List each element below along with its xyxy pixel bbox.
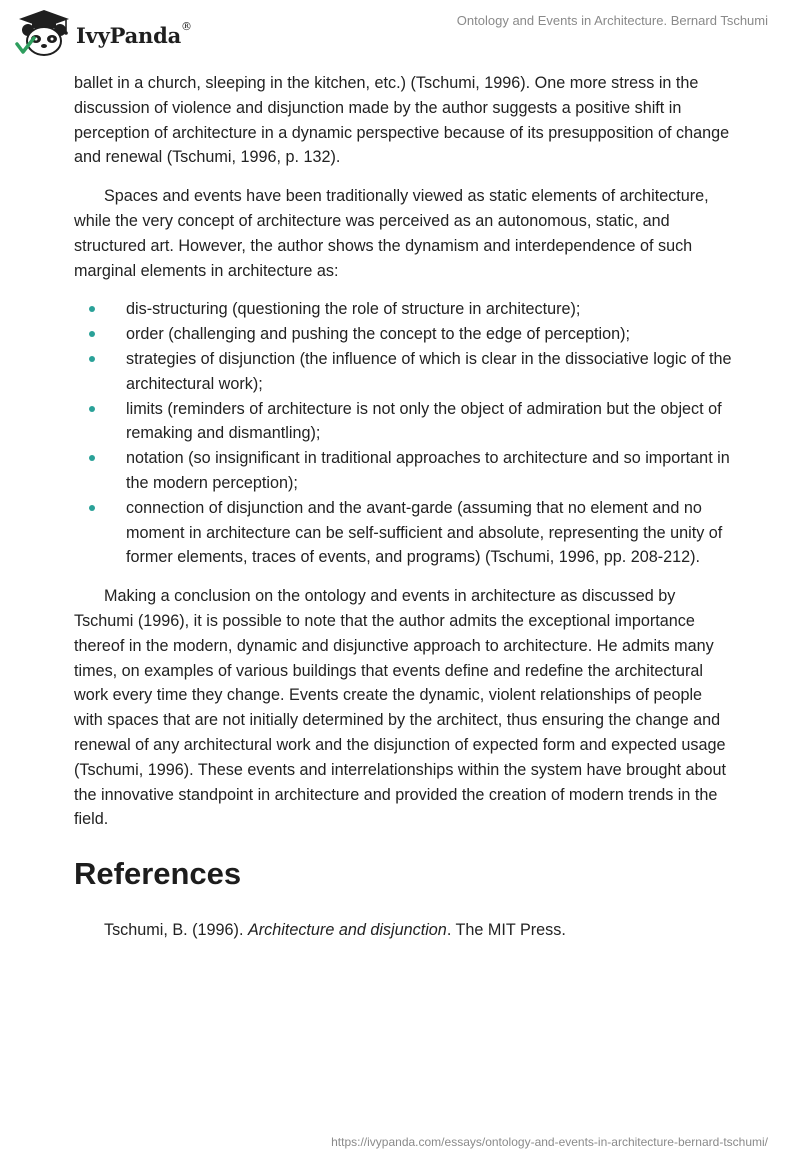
- architecture-elements-list: [74, 297, 734, 570]
- list-item: strategies of disjunction (the influence of which is clear in the dissociative logic of the architectural work);: [74, 347, 734, 397]
- reference-entry: Tschumi, B. (1996). Architecture and disjunction. The MIT Press.: [104, 921, 566, 940]
- bullet-dot-icon: [89, 406, 95, 412]
- list-item: notation (so insignificant in traditional approaches to architecture and so important in the modern perception);: [74, 446, 734, 496]
- paragraph-conclusion: Making a conclusion on the ontology and events in architecture as discussed by Tschumi (1996), it is possible to note that the author admits the exceptional importance thereof in the modern, dynamic and disjunctive approach to architecture. He admits many times, on examples of various buildings that events define and redefine the architectural work every time they change. Events create the dynamic, violent relationships of people with spaces that are not initially determined by the architect, thus ensuring the change and renewal of any architectural work and the disjunction of expected form and expected usage (Tschumi, 1996). These events and interrelationships within the system have brought about the innovative standpoint in architecture and provided the creation of modern trends in the field.: [74, 587, 727, 829]
- references-heading: References: [74, 856, 242, 892]
- page-header: [0, 0, 800, 70]
- list-item: order (challenging and pushing the concept to the edge of perception);: [74, 322, 734, 347]
- bullet-dot-icon: [89, 455, 95, 461]
- document-running-title: Ontology and Events in Architecture. Bernard Tschumi: [456, 13, 768, 28]
- bullet-dot-icon: [89, 306, 95, 312]
- registered-mark: ®: [181, 19, 192, 33]
- ivypanda-logo[interactable]: [14, 8, 192, 58]
- paragraph-spaces-events: Spaces and events have been traditionally viewed as static elements of architecture, while the very concept of architecture was perceived as an autonomous, static, and structured art. However, the author shows the dynamism and interdependence of such marginal elements in architecture as:: [74, 187, 709, 280]
- logo-wordmark: IvyPanda®: [76, 19, 192, 48]
- list-item: limits (reminders of architecture is not only the object of admiration but the object of remaking and dismantling);: [74, 397, 734, 447]
- bullet-dot-icon: [89, 356, 95, 362]
- bullet-dot-icon: [89, 505, 95, 511]
- reference-title: Architecture and disjunction: [247, 921, 447, 940]
- paragraph-continued: ballet in a church, sleeping in the kitchen, etc.) (Tschumi, 1996). One more stress in the discussion of violence and disjunction made by the author suggests a positive shift in perception of architecture in a dynamic perspective because of its presupposition of change and renewal (Tschumi, 1996, p. 132).: [74, 74, 730, 167]
- panda-graduate-icon: [14, 8, 74, 58]
- bullet-dot-icon: [89, 331, 95, 337]
- list-item: dis-structuring (questioning the role of structure in architecture);: [74, 297, 734, 322]
- source-url[interactable]: https://ivypanda.com/essays/ontology-and-events-in-architecture-bernard-tschumi/: [331, 1135, 768, 1149]
- list-item: connection of disjunction and the avant-garde (assuming that no element and no moment in architecture can be self-sufficient and absolute, representing the unity of former elements, traces of events, and programs) (Tschumi, 1996, pp. 208-212).: [74, 496, 734, 570]
- essay-body: [74, 71, 734, 943]
